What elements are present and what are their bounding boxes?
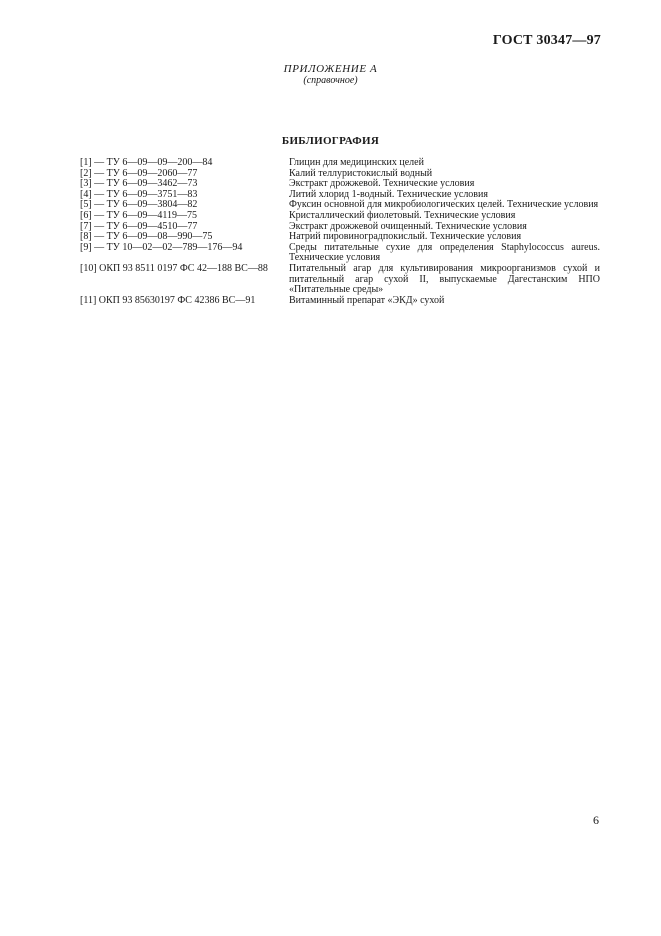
bibliography-title: БИБЛИОГРАФИЯ <box>281 135 380 147</box>
entry-description: Питательный агар для культивирования микроорганизмов сухой и питательный агар сухой II, выпускаемые Дагестанским НПО «Питательные среды» <box>289 262 600 296</box>
bibliography-entry <box>80 243 600 264</box>
bibliography-entry <box>80 211 600 222</box>
entry-description: Экстракт дрожжевой. Технические условия <box>289 178 475 190</box>
entry-reference: [11] ОКП 93 85630197 ФС 42386 ВС—91 <box>80 294 256 306</box>
bibliography-entry <box>80 296 600 307</box>
entry-description: Глицин для медицинских целей <box>289 157 424 168</box>
standard-code: ГОСТ 30347—97 <box>492 33 601 48</box>
entry-reference: [5] — ТУ 6—09—3804—82 <box>80 199 198 211</box>
entry-reference: [2] — ТУ 6—09—2060—77 <box>80 167 198 179</box>
page-number: 6 <box>593 813 599 827</box>
entry-reference: [9] — ТУ 10—02—02—789—176—94 <box>80 241 243 253</box>
entry-description: Фуксин основной для микробиологических целей. Технические условия <box>289 199 599 211</box>
entry-reference: [4] — ТУ 6—09—3751—83 <box>80 188 198 200</box>
appendix-subtitle: (справочное) <box>303 75 358 86</box>
bibliography-entry <box>80 158 600 169</box>
entry-description: Натрий пировиноградпокислый. Технические условия <box>289 231 522 243</box>
bibliography-list <box>80 158 600 306</box>
entry-reference: [7] — ТУ 6—09—4510—77 <box>80 220 198 232</box>
entry-description: Литий хлорид 1-водный. Технические условия <box>289 188 488 200</box>
entry-description: Среды питательные сухие для определения Staphylococcus aureus. Технические условия <box>289 241 600 264</box>
entry-reference: [3] — ТУ 6—09—3462—73 <box>80 178 198 190</box>
appendix-title: ПРИЛОЖЕНИЕ А <box>283 63 378 75</box>
entry-description: Калий теллуристокислый водный <box>289 167 433 179</box>
entry-reference: [6] — ТУ 6—09—4119—75 <box>80 209 197 221</box>
entry-description: Витаминный препарат «ЭКД» сухой <box>289 294 445 306</box>
entry-reference: [10] ОКП 93 8511 0197 ФС 42—188 ВС—88 <box>80 262 268 274</box>
entry-reference: [8] — ТУ 6—09—08—990—75 <box>80 231 213 243</box>
entry-description: Экстракт дрожжевой очищенный. Технические условия <box>289 220 527 232</box>
bibliography-entry <box>80 264 600 296</box>
entry-reference: [1] — ТУ 6—09—09—200—84 <box>80 157 213 168</box>
entry-description: Кристаллический фиолетовый. Технические условия <box>289 209 516 221</box>
